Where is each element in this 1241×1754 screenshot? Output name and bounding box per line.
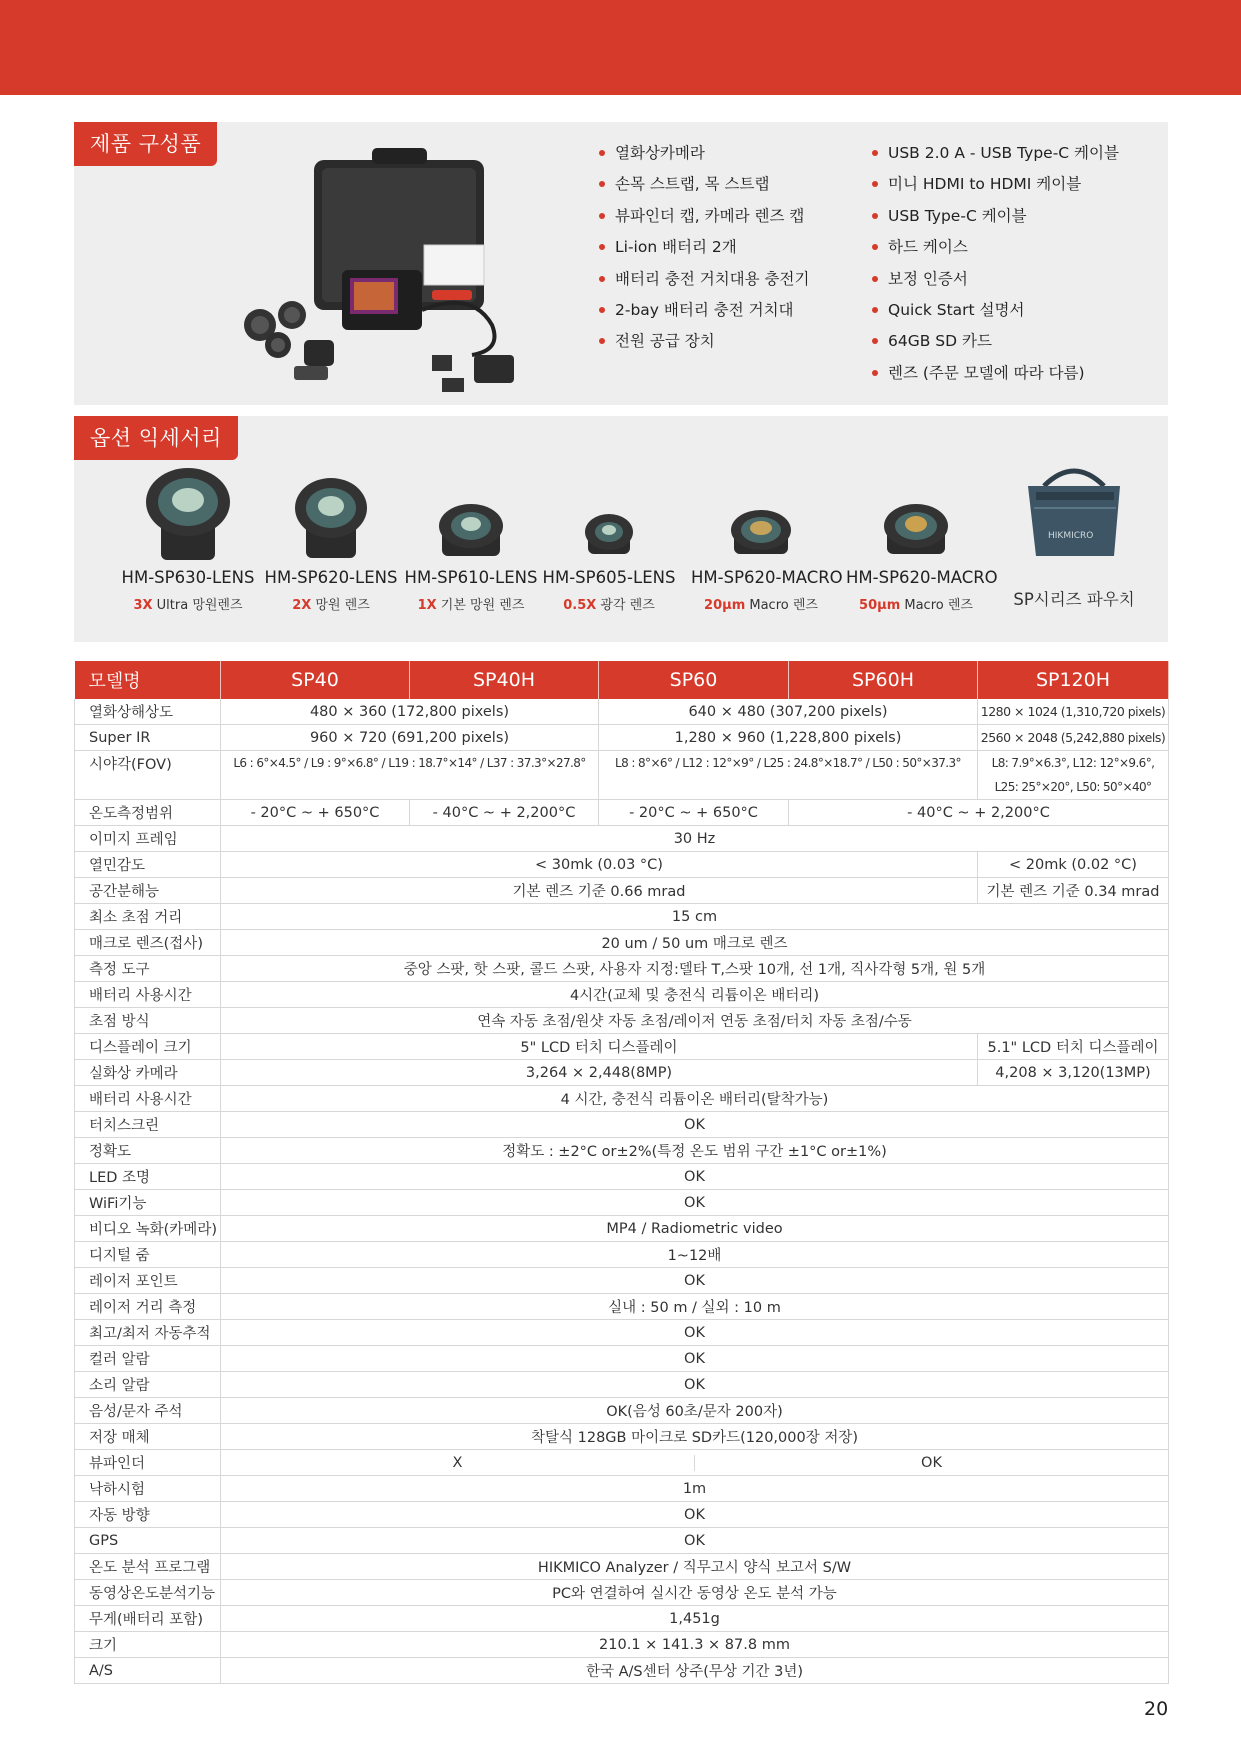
macro-lens-icon xyxy=(871,464,961,564)
accessory-name: HM-SP620-LENS xyxy=(264,568,398,587)
spec-value: OK xyxy=(221,1164,1169,1190)
spec-label: 터치스크린 xyxy=(75,1112,221,1138)
list-item: 전원 공급 장치 xyxy=(599,330,809,361)
spec-label: WiFi기능 xyxy=(75,1190,221,1216)
spec-value: 기본 렌즈 기준 0.34 mrad xyxy=(978,878,1169,904)
list-item: USB Type-C 케이블 xyxy=(872,205,1119,236)
component-list-right xyxy=(872,142,1119,393)
telephoto-lens-icon xyxy=(286,464,376,564)
header-model: SP40H xyxy=(410,661,599,699)
accessory-desc: 50μm Macro 렌즈 xyxy=(859,598,973,613)
table-row xyxy=(75,826,1169,852)
page-number: 20 xyxy=(1144,1698,1169,1720)
spec-label: Super IR xyxy=(75,725,221,751)
accessory-item xyxy=(261,464,401,634)
header-model: SP40 xyxy=(221,661,410,699)
spec-label: 저장 매체 xyxy=(75,1424,221,1450)
spec-value: OK xyxy=(221,1190,1169,1216)
table-row xyxy=(75,1372,1169,1398)
svg-text:HIKMICRO: HIKMICRO xyxy=(1048,531,1094,541)
header-model: SP60 xyxy=(599,661,789,699)
spec-value xyxy=(599,775,978,800)
spec-value: OK xyxy=(221,1112,1169,1138)
spec-value xyxy=(221,775,599,800)
spec-label: 이미지 프레임 xyxy=(75,826,221,852)
table-row xyxy=(75,1502,1169,1528)
spec-value: L25: 25°×20°, L50: 50°×40° xyxy=(978,775,1169,800)
table-row xyxy=(75,1216,1169,1242)
accessory-name: HM-SP620-MACRO xyxy=(691,568,843,587)
table-row xyxy=(75,878,1169,904)
spec-label: 배터리 사용시간 xyxy=(75,982,221,1008)
spec-label: 측정 도구 xyxy=(75,956,221,982)
spec-value: 15 cm xyxy=(221,904,1169,930)
spec-label: 레이저 포인트 xyxy=(75,1268,221,1294)
spec-value: 실내 : 50 m / 실외 : 10 m xyxy=(221,1294,1169,1320)
list-item: 보정 인증서 xyxy=(872,268,1119,299)
table-row xyxy=(75,1086,1169,1112)
accessory-name: HM-SP605-LENS xyxy=(542,568,676,587)
table-row xyxy=(75,1242,1169,1268)
spec-value: - 20°C ~ + 650°C xyxy=(599,800,789,826)
spec-label: 낙하시험 xyxy=(75,1476,221,1502)
spec-value: 1,451g xyxy=(221,1606,1169,1632)
components-title: 제품 구성품 xyxy=(74,122,217,166)
list-item: 열화상카메라 xyxy=(599,142,809,173)
table-row xyxy=(75,1580,1169,1606)
spec-value: 4 시간, 충전식 리튬이온 배터리(탈착가능) xyxy=(221,1086,1169,1112)
spec-value: OK xyxy=(221,1346,1169,1372)
spec-label: 배터리 사용시간 xyxy=(75,1086,221,1112)
spec-label: 동영상온도분석기능 xyxy=(75,1580,221,1606)
spec-value: 3,264 × 2,448(8MP) xyxy=(221,1060,978,1086)
spec-value: 1280 × 1024 (1,310,720 pixels) xyxy=(978,699,1169,725)
spec-value-split xyxy=(221,1450,1169,1476)
spec-label: 온도 분석 프로그램 xyxy=(75,1554,221,1580)
table-row xyxy=(75,1138,1169,1164)
list-item: 2-bay 배터리 충전 거치대 xyxy=(599,299,809,330)
spec-value: PC와 연결하여 실시간 동영상 온도 분석 가능 xyxy=(221,1580,1169,1606)
spec-value: - 20°C ~ + 650°C xyxy=(221,800,410,826)
spec-value: OK xyxy=(921,1454,942,1471)
table-row xyxy=(75,1424,1169,1450)
accessory-item xyxy=(1004,456,1144,636)
list-item: 뷰파인더 캡, 카메라 렌즈 캡 xyxy=(599,205,809,236)
spec-label: 정확도 xyxy=(75,1138,221,1164)
header-model: SP120H xyxy=(978,661,1169,699)
spec-label: 실화상 카메라 xyxy=(75,1060,221,1086)
table-row xyxy=(75,1190,1169,1216)
spec-header-row xyxy=(75,661,1169,699)
table-row xyxy=(75,1398,1169,1424)
table-row xyxy=(75,751,1169,776)
accessory-desc: 1X 기본 망원 렌즈 xyxy=(417,598,525,613)
spec-value: 1,280 × 960 (1,228,800 pixels) xyxy=(599,725,978,751)
top-banner xyxy=(0,0,1241,95)
accessory-desc: 2X 망원 렌즈 xyxy=(292,598,370,613)
component-list-left xyxy=(599,142,809,362)
accessory-item xyxy=(118,464,258,634)
table-row xyxy=(75,1658,1169,1684)
spec-value: HIKMICO Analyzer / 직무고시 양식 보고서 S/W xyxy=(221,1554,1169,1580)
spec-value: 4시간(교체 및 충전식 리튬이온 배터리) xyxy=(221,982,1169,1008)
spec-value: < 20mk (0.02 °C) xyxy=(978,852,1169,878)
spec-value: L8: 7.9°×6.3°, L12: 12°×9.6°, xyxy=(978,751,1169,776)
spec-value: OK xyxy=(221,1528,1169,1554)
spec-table xyxy=(74,661,1169,1684)
table-row xyxy=(75,725,1169,751)
table-row xyxy=(75,1268,1169,1294)
spec-label: 음성/문자 주석 xyxy=(75,1398,221,1424)
spec-label: 온도측정범위 xyxy=(75,800,221,826)
spec-value: 5.1" LCD 터치 디스플레이 xyxy=(978,1034,1169,1060)
table-row xyxy=(75,1164,1169,1190)
spec-label: 초점 방식 xyxy=(75,1008,221,1034)
components-panel xyxy=(74,122,1168,405)
header-model-label: 모델명 xyxy=(75,661,221,699)
table-row xyxy=(75,1450,1169,1476)
spec-value: OK xyxy=(221,1320,1169,1346)
spec-value: 착탈식 128GB 마이크로 SD카드(120,000장 저장) xyxy=(221,1424,1169,1450)
accessory-name: HM-SP630-LENS xyxy=(121,568,255,587)
accessory-desc: SP시리즈 파우치 xyxy=(1013,590,1135,609)
wide-angle-lens-icon xyxy=(564,464,654,564)
telephoto-lens-icon xyxy=(143,464,233,564)
spec-label: 레이저 거리 측정 xyxy=(75,1294,221,1320)
spec-value: L6 : 6°×4.5° / L9 : 9°×6.8° / L19 : 18.7°×14° / L37 : 37.3°×27.8° xyxy=(221,751,599,776)
spec-label: 매크로 렌즈(접사) xyxy=(75,930,221,956)
accessories-panel xyxy=(74,416,1168,642)
table-row xyxy=(75,1034,1169,1060)
spec-value: 기본 렌즈 기준 0.66 mrad xyxy=(221,878,978,904)
spec-value: 1~12배 xyxy=(221,1242,1169,1268)
spec-value: 640 × 480 (307,200 pixels) xyxy=(599,699,978,725)
accessory-item xyxy=(401,464,541,634)
spec-value: OK(음성 60초/문자 200자) xyxy=(221,1398,1169,1424)
kit-photo xyxy=(242,140,527,395)
spec-label xyxy=(75,775,221,800)
table-row xyxy=(75,1112,1169,1138)
table-row xyxy=(75,852,1169,878)
table-row xyxy=(75,904,1169,930)
spec-value: MP4 / Radiometric video xyxy=(221,1216,1169,1242)
spec-value: - 40°C ~ + 2,200°C xyxy=(789,800,1169,826)
spec-value: 30 Hz xyxy=(221,826,1169,852)
spec-value: 4,208 × 3,120(13MP) xyxy=(978,1060,1169,1086)
spec-value: < 30mk (0.03 °C) xyxy=(221,852,978,878)
list-item: 손목 스트랩, 목 스트랩 xyxy=(599,173,809,204)
accessory-item xyxy=(846,464,998,634)
spec-label: 최소 초점 거리 xyxy=(75,904,221,930)
spec-label: 자동 방향 xyxy=(75,1502,221,1528)
spec-value: 정확도 : ±2°C or±2%(특정 온도 범위 구간 ±1°C or±1%) xyxy=(221,1138,1169,1164)
spec-value: 5" LCD 터치 디스플레이 xyxy=(221,1034,978,1060)
spec-value: OK xyxy=(221,1502,1169,1528)
table-row xyxy=(75,956,1169,982)
table-row xyxy=(75,1528,1169,1554)
accessories-title: 옵션 익세서리 xyxy=(74,416,238,460)
table-row xyxy=(75,1476,1169,1502)
spec-value: 1m xyxy=(221,1476,1169,1502)
accessory-name: HM-SP610-LENS xyxy=(404,568,538,587)
spec-label: 디스플레이 크기 xyxy=(75,1034,221,1060)
table-row xyxy=(75,1606,1169,1632)
accessory-desc: 0.5X 광각 렌즈 xyxy=(563,598,655,613)
list-item: Li-ion 배터리 2개 xyxy=(599,236,809,267)
accessory-item xyxy=(539,464,679,634)
list-item: 하드 케이스 xyxy=(872,236,1119,267)
spec-label: 뷰파인더 xyxy=(75,1450,221,1476)
spec-label: 공간분해능 xyxy=(75,878,221,904)
table-row xyxy=(75,930,1169,956)
spec-label: 디지털 줌 xyxy=(75,1242,221,1268)
accessory-desc: 20μm Macro 렌즈 xyxy=(704,598,818,613)
table-row xyxy=(75,1294,1169,1320)
spec-label: 비디오 녹화(카메라) xyxy=(75,1216,221,1242)
table-row xyxy=(75,775,1169,800)
list-item: 배터리 충전 거치대용 충전기 xyxy=(599,268,809,299)
list-item: USB 2.0 A - USB Type-C 케이블 xyxy=(872,142,1119,173)
spec-label: 크기 xyxy=(75,1632,221,1658)
table-row xyxy=(75,982,1169,1008)
spec-label: 최고/최저 자동추적 xyxy=(75,1320,221,1346)
table-row xyxy=(75,1346,1169,1372)
table-row xyxy=(75,1320,1169,1346)
spec-value: 480 × 360 (172,800 pixels) xyxy=(221,699,599,725)
spec-value: L8 : 8°×6° / L12 : 12°×9° / L25 : 24.8°×18.7° / L50 : 50°×37.3° xyxy=(599,751,978,776)
spec-label: 시야각(FOV) xyxy=(75,751,221,776)
spec-label: A/S xyxy=(75,1658,221,1684)
spec-value: OK xyxy=(221,1268,1169,1294)
spec-label: 컬러 알람 xyxy=(75,1346,221,1372)
table-row xyxy=(75,1632,1169,1658)
spec-label: 열화상해상도 xyxy=(75,699,221,725)
carry-pouch-icon xyxy=(1014,456,1134,564)
spec-value: 960 × 720 (691,200 pixels) xyxy=(221,725,599,751)
spec-value: 210.1 × 141.3 × 87.8 mm xyxy=(221,1632,1169,1658)
accessory-item xyxy=(691,464,843,634)
table-row xyxy=(75,1060,1169,1086)
header-model: SP60H xyxy=(789,661,978,699)
table-row xyxy=(75,800,1169,826)
spec-value: 중앙 스팟, 핫 스팟, 콜드 스팟, 사용자 지정:델타 T,스팟 10개, 선 1개, 직사각형 5개, 원 5개 xyxy=(221,956,1169,982)
spec-label: GPS xyxy=(75,1528,221,1554)
list-item: Quick Start 설명서 xyxy=(872,299,1119,330)
spec-label: 무게(배터리 포함) xyxy=(75,1606,221,1632)
spec-label: LED 조명 xyxy=(75,1164,221,1190)
list-item: 64GB SD 카드 xyxy=(872,330,1119,361)
list-item: 렌즈 (주문 모델에 따라 다름) xyxy=(872,362,1119,393)
spec-value: 20 um / 50 um 매크로 렌즈 xyxy=(221,930,1169,956)
table-row xyxy=(75,699,1169,725)
table-row xyxy=(75,1554,1169,1580)
spec-value: X xyxy=(221,1455,695,1471)
table-row xyxy=(75,1008,1169,1034)
macro-lens-icon xyxy=(716,464,806,564)
standard-lens-icon xyxy=(426,464,516,564)
spec-label: 열민감도 xyxy=(75,852,221,878)
list-item: 미니 HDMI to HDMI 케이블 xyxy=(872,173,1119,204)
spec-value: OK xyxy=(221,1372,1169,1398)
spec-value: 2560 × 2048 (5,242,880 pixels) xyxy=(978,725,1169,751)
spec-value: 연속 자동 초점/원샷 자동 초점/레이저 연동 초점/터치 자동 초점/수동 xyxy=(221,1008,1169,1034)
spec-value: 한국 A/S센터 상주(무상 기간 3년) xyxy=(221,1658,1169,1684)
spec-label: 소리 알람 xyxy=(75,1372,221,1398)
accessory-name: HM-SP620-MACRO xyxy=(846,568,998,587)
spec-value: - 40°C ~ + 2,200°C xyxy=(410,800,599,826)
accessory-desc: 3X Ultra 망원렌즈 xyxy=(133,598,243,613)
